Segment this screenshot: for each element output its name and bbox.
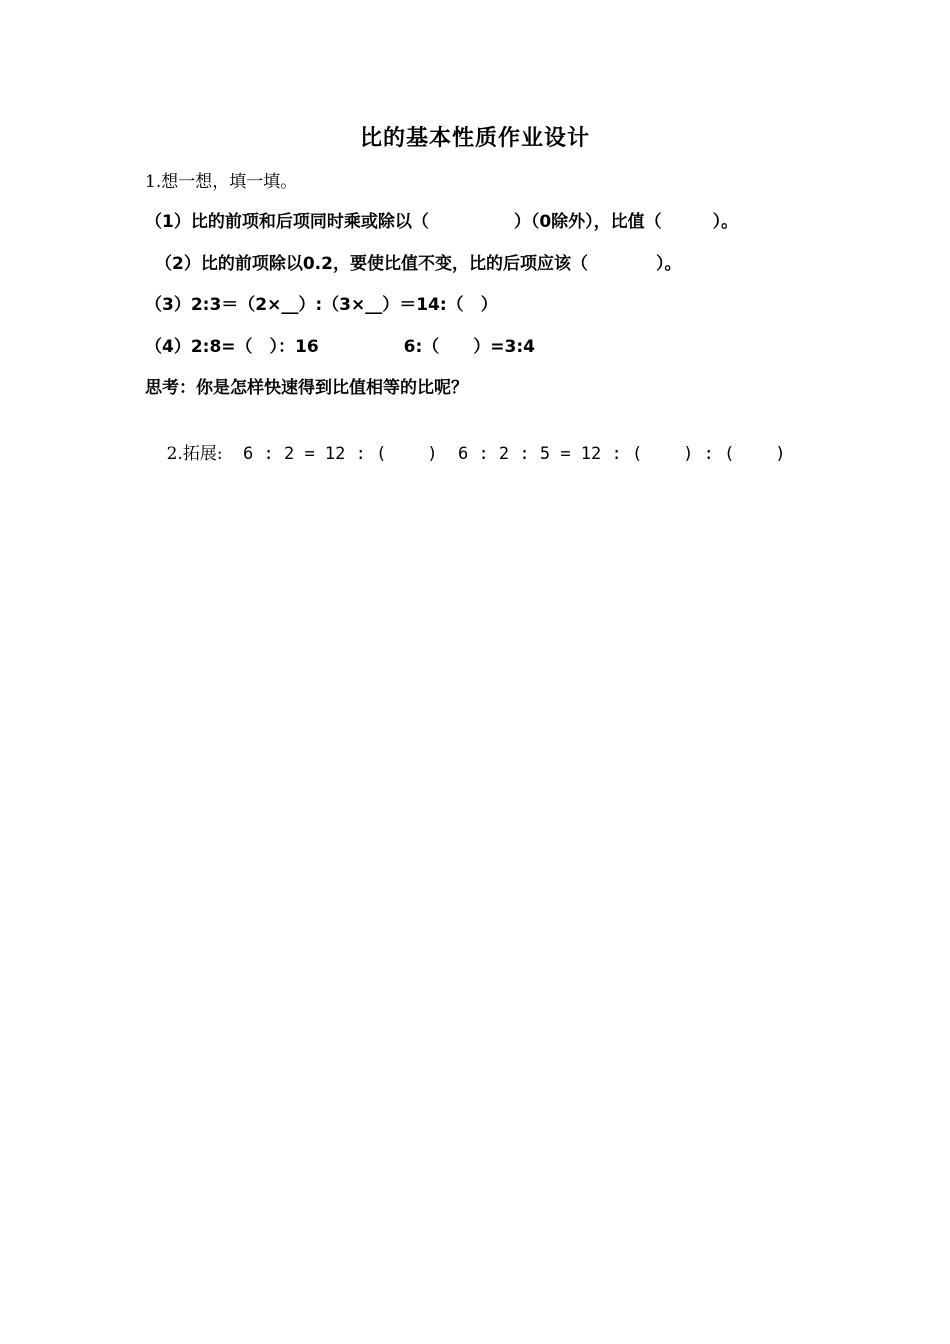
question-2 — [145, 418, 786, 490]
question-1-item-1: （1）比的前项和后项同时乘或除以（ ）（0除外），比值（ ）。 — [145, 212, 739, 232]
question-1-item-3: （3）2:3＝（2×__）:（3×__）＝14:（ ） — [145, 295, 498, 315]
question-2-label: 2.拓展: — [166, 444, 223, 464]
question-2-content: 6 : 2 = 12 : ( ) 6 : 2 : 5 = 12 : ( ) : ( ) — [222, 444, 786, 464]
thinking-prompt: 思考：你是怎样快速得到比值相等的比呢？ — [145, 378, 468, 398]
page-title: 比的基本性质作业设计 — [359, 126, 590, 151]
question-1-item-2: （2）比的前项除以0.2，要使比值不变，比的后项应该（ ）。 — [155, 254, 682, 274]
question-1-item-4: （4）2:8=（ ）：16 6:（ ）=3:4 — [145, 337, 536, 357]
question-1-heading: 1.想一想，填一填。 — [145, 172, 298, 192]
